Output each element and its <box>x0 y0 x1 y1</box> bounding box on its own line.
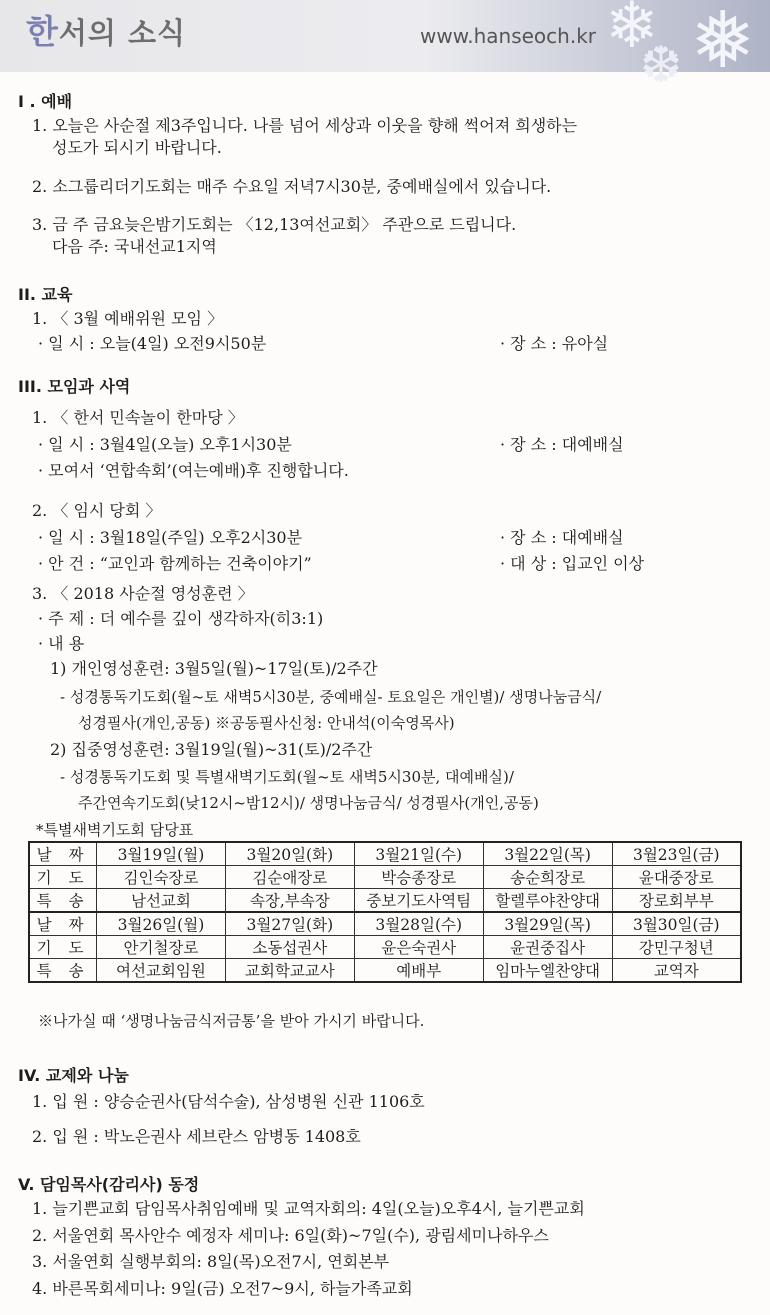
special-dawn-prayer-duty-table <box>28 841 742 983</box>
table-cell: 안기철장로 <box>97 936 226 959</box>
table-cell: 윤대중장로 <box>612 866 741 889</box>
pastor-item-1: 1. 늘기쁜교회 담임목사취임예배 및 교역자회의: 4일(오늘)오후4시, 늘기쁜교회 <box>32 1199 585 1218</box>
table-cell: 교회학교교사 <box>225 959 354 983</box>
snowflake-icon: ❆ <box>640 36 682 94</box>
meeting-3-title: 3. 〈 2018 사순절 영성훈련 〉 <box>32 584 254 603</box>
meeting-3-part-1-detail-cont: 성경필사(개인,공동) ※공동필사신청: 안내석(이숙영목사) <box>78 714 455 732</box>
table-cell: 윤은숙권사 <box>354 936 483 959</box>
table-cell: 소동섭권사 <box>225 936 354 959</box>
table-row <box>29 842 741 866</box>
pastor-item-2: 2. 서울연회 목사안수 예정자 세미나: 6일(화)~7일(수), 광림세미나하우스 <box>32 1226 549 1245</box>
row-label: 특 송 <box>29 959 97 983</box>
table-cell: 윤권중집사 <box>483 936 612 959</box>
duty-table-note: ※나가실 때 ‘생명나눔금식저금통’을 받아 가시기 바랍니다. <box>38 1012 425 1030</box>
table-row <box>29 959 741 983</box>
table-cell: 송순희장로 <box>483 866 612 889</box>
table-cell: 할렐루야찬양대 <box>483 889 612 913</box>
meeting-3-part-2-detail-cont: 주간연속기도회(낮12시~밤12시)/ 생명나눔금식/ 성경필사(개인,공동) <box>78 794 539 812</box>
table-cell: 장로회부부 <box>612 889 741 913</box>
table-cell: 김인숙장로 <box>97 866 226 889</box>
table-cell: 3월30일(금) <box>612 912 741 936</box>
newsletter-title: 한서의 소식 <box>26 12 187 51</box>
header-banner <box>0 0 770 94</box>
table-row <box>29 889 741 913</box>
section-heading-pastor: V. 담임목사(감리사) 동정 <box>18 1175 200 1194</box>
section-heading-worship: I . 예배 <box>18 92 73 111</box>
meeting-2-title: 2. 〈 임시 당회 〉 <box>32 501 162 520</box>
fellowship-item-1: 1. 입 원 : 양승순권사(담석수술), 삼성병원 신관 1106호 <box>32 1092 425 1111</box>
table-cell: 여선교회임원 <box>97 959 226 983</box>
meeting-2-place: · 장 소 : 대예배실 <box>500 528 624 547</box>
meeting-2-date: · 일 시 : 3월18일(주일) 오후2시30분 <box>38 528 303 547</box>
meeting-3-theme: · 주 제 : 더 예수를 깊이 생각하자(히3:1) <box>38 609 324 628</box>
table-cell: 남선교회 <box>97 889 226 913</box>
table-cell: 예배부 <box>354 959 483 983</box>
meeting-1-place: · 장 소 : 대예배실 <box>500 435 624 454</box>
table-cell: 3월21일(수) <box>354 842 483 866</box>
pastor-item-3: 3. 서울연회 실행부회의: 8일(목)오전7시, 연회본부 <box>32 1252 390 1271</box>
worship-item-3: 3. 금 주 금요늦은밤기도회는 〈12,13여선교회〉 주관으로 드립니다. <box>32 215 517 234</box>
meeting-2-agenda: · 안 건 : “교인과 함께하는 건축이야기” <box>38 554 312 573</box>
table-cell: 강민구청년 <box>612 936 741 959</box>
section-heading-education: II. 교육 <box>18 285 73 304</box>
worship-item-1-cont: 성도가 되시기 바랍니다. <box>52 138 222 157</box>
website-url[interactable]: www.hanseoch.kr <box>420 24 596 48</box>
fellowship-item-2: 2. 입 원 : 박노은권사 세브란스 암병동 1408호 <box>32 1127 361 1146</box>
worship-item-3-cont: 다음 주: 국내선교1지역 <box>52 237 217 256</box>
meeting-3-part-2-detail: - 성경통독기도회 및 특별새벽기도회(월~토 새벽5시30분, 대예배실)/ <box>60 768 514 786</box>
snowflake-icon: ❅ <box>690 0 756 86</box>
meeting-3-part-2: 2) 집중영성훈련: 3월19일(월)~31(토)/2주간 <box>50 740 373 759</box>
table-cell: 속장,부속장 <box>225 889 354 913</box>
worship-item-1: 1. 오늘은 사순절 제3주입니다. 나를 넘어 세상과 이웃을 향해 썩어져 희생하는 <box>32 116 578 135</box>
meeting-2-target: · 대 상 : 입교인 이상 <box>500 554 645 573</box>
duty-table-caption: *특별새벽기도회 담당표 <box>36 821 194 839</box>
education-place: · 장 소 : 유아실 <box>500 334 609 353</box>
table-cell: 박승종장로 <box>354 866 483 889</box>
meeting-1-note: · 모여서 ‘연합속회’(여는예배)후 진행합니다. <box>38 461 349 480</box>
meeting-3-content: · 내 용 <box>38 634 85 653</box>
table-row <box>29 936 741 959</box>
table-cell: 3월19일(월) <box>97 842 226 866</box>
snowflake-icon: ❄ <box>605 0 659 63</box>
meeting-1-date: · 일 시 : 3월4일(오늘) 오후1시30분 <box>38 435 292 454</box>
table-cell: 3월20일(화) <box>225 842 354 866</box>
meeting-1-title: 1. 〈 한서 민속놀이 한마당 〉 <box>32 408 244 427</box>
table-row <box>29 912 741 936</box>
meeting-3-part-1-detail: - 성경통독기도회(월~토 새벽5시30분, 중예배실- 토요일은 개인별)/ 생명나눔금식/ <box>60 688 602 706</box>
table-cell: 임마누엘찬양대 <box>483 959 612 983</box>
table-cell: 김순애장로 <box>225 866 354 889</box>
row-label: 기 도 <box>29 936 97 959</box>
row-label: 날 짜 <box>29 912 97 936</box>
table-cell: 3월28일(수) <box>354 912 483 936</box>
education-date: · 일 시 : 오늘(4일) 오전9시50분 <box>38 334 267 353</box>
row-label: 날 짜 <box>29 842 97 866</box>
meeting-3-part-1: 1) 개인영성훈련: 3월5일(월)~17일(토)/2주간 <box>50 659 378 678</box>
table-cell: 3월26일(월) <box>97 912 226 936</box>
table-cell: 3월22일(목) <box>483 842 612 866</box>
pastor-item-4: 4. 바른목회세미나: 9일(금) 오전7~9시, 하늘가족교회 <box>32 1279 413 1298</box>
table-cell: 3월27일(화) <box>225 912 354 936</box>
table-cell: 중보기도사역팀 <box>354 889 483 913</box>
section-heading-fellowship: IV. 교제와 나눔 <box>18 1066 129 1085</box>
section-heading-meetings: III. 모임과 사역 <box>18 377 131 396</box>
table-row <box>29 866 741 889</box>
row-label: 기 도 <box>29 866 97 889</box>
row-label: 특 송 <box>29 889 97 913</box>
table-cell: 3월29일(목) <box>483 912 612 936</box>
table-cell: 3월23일(금) <box>612 842 741 866</box>
education-item-1: 1. 〈 3월 예배위원 모임 〉 <box>32 309 224 328</box>
worship-item-2: 2. 소그룹리더기도회는 매주 수요일 저녁7시30분, 중예배실에서 있습니다. <box>32 177 552 196</box>
table-cell: 교역자 <box>612 959 741 983</box>
